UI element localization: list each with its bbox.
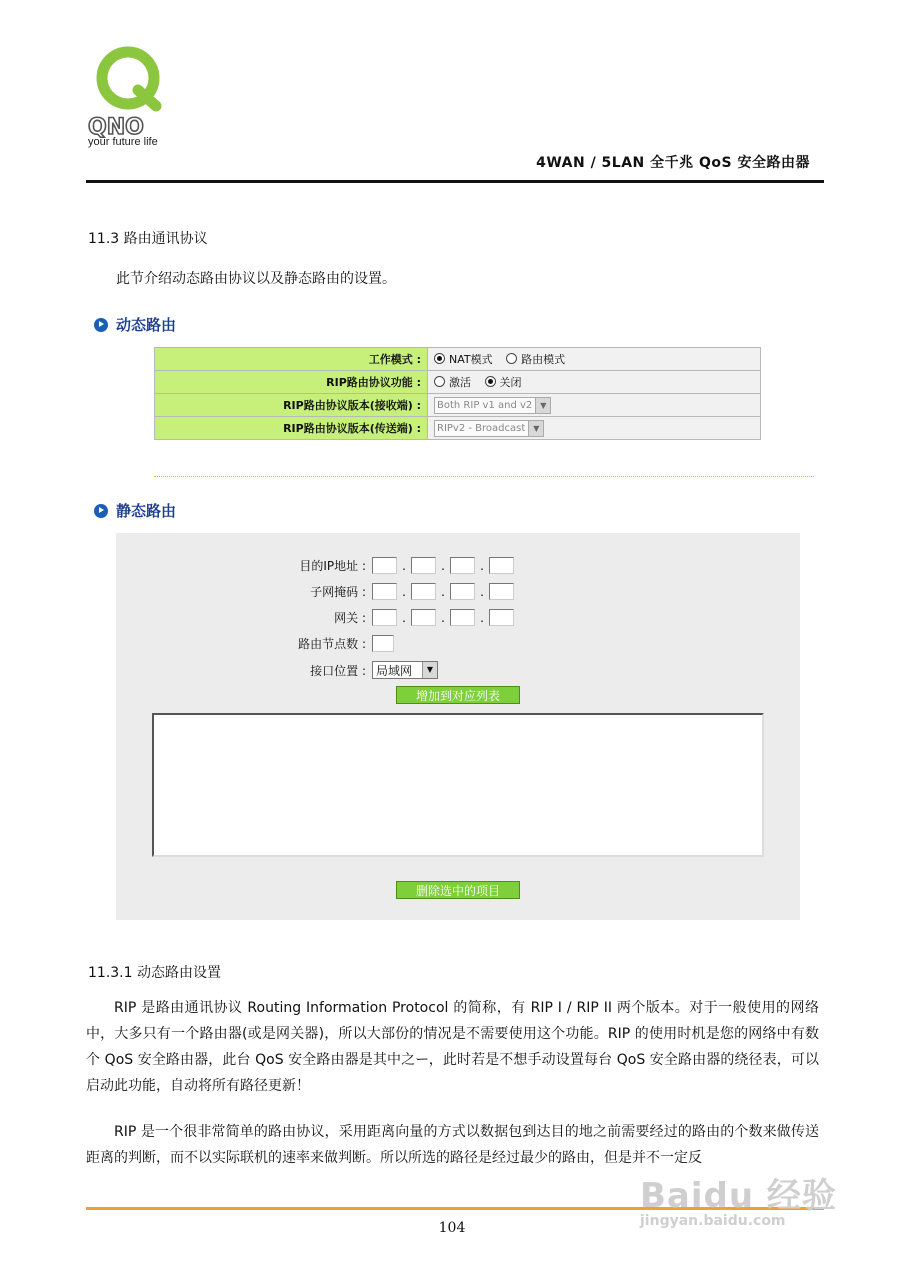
gateway-octet-3[interactable]	[450, 609, 475, 626]
dest-ip-octet-1[interactable]	[372, 557, 397, 574]
subnet-label: 子网掩码 :	[310, 585, 366, 599]
watermark-url: jingyan.baidu.com	[640, 1213, 786, 1229]
static-routing-heading	[94, 500, 176, 521]
dynamic-routing-table	[154, 347, 761, 440]
logo-text: QNO	[88, 115, 144, 140]
table-row	[155, 348, 761, 371]
rip-function-label: RIP路由协议功能 :	[155, 371, 428, 394]
dest-ip-row: 目的IP地址 : . . .	[116, 557, 514, 574]
subnet-octet-1[interactable]	[372, 583, 397, 600]
interface-label: 接口位置 :	[310, 663, 366, 678]
chevron-down-icon: ▼	[528, 421, 543, 436]
dest-ip-label: 目的IP地址 :	[299, 559, 366, 573]
subsection-heading: 11.3.1 动态路由设置	[88, 965, 221, 981]
interface-row	[116, 661, 438, 679]
subnet-octet-3[interactable]	[450, 583, 475, 600]
radio-empty-icon	[434, 376, 445, 387]
hop-count-label: 路由节点数 :	[298, 637, 366, 651]
logo-tagline: your future life	[88, 136, 158, 148]
route-list-box[interactable]	[152, 713, 764, 857]
subnet-octet-4[interactable]	[489, 583, 514, 600]
rip-enable-radio[interactable]: 激活	[434, 376, 471, 389]
table-row	[155, 417, 761, 440]
hop-count-row	[116, 635, 394, 652]
interface-select[interactable]: 局域网 ▼	[372, 661, 438, 679]
radio-empty-icon	[506, 353, 517, 364]
subnet-octet-2[interactable]	[411, 583, 436, 600]
dest-ip-octet-2[interactable]	[411, 557, 436, 574]
chevron-down-icon: ▼	[422, 662, 437, 678]
radio-selected-icon	[434, 353, 445, 364]
router-mode-radio[interactable]: 路由模式	[506, 353, 565, 366]
hop-count-input[interactable]	[372, 635, 394, 652]
dest-ip-octet-4[interactable]	[489, 557, 514, 574]
rip-send-version-select[interactable]: RIPv2 - Broadcast ▼	[434, 420, 544, 437]
gateway-label: 网关 :	[334, 611, 366, 625]
header-divider	[86, 180, 824, 183]
add-to-list-button[interactable]: 增加到对应列表	[396, 686, 520, 704]
delete-selected-button[interactable]: 删除选中的项目	[396, 881, 520, 899]
rip-disable-radio[interactable]: 关闭	[485, 376, 522, 389]
gateway-row: 网关 : . . .	[116, 609, 514, 626]
document-title: 4WAN / 5LAN 全千兆 QoS 安全路由器	[536, 155, 810, 171]
dynamic-routing-title: 动态路由	[116, 316, 177, 334]
gateway-octet-2[interactable]	[411, 609, 436, 626]
table-row	[155, 394, 761, 417]
chevron-down-icon: ▼	[535, 398, 550, 413]
subnet-row: 子网掩码 : . . .	[116, 583, 514, 600]
paragraph-2: RIP 是一个很非常简单的路由协议，采用距离向量的方式以数据包到达目的地之前需要经过的路由的个数来做传送距离的判断，而不以实际联机的速率来做判断。所以所选的路径是经过最少的路由，但是并不一定反	[86, 1124, 819, 1166]
nat-mode-radio[interactable]: NAT模式	[434, 353, 493, 366]
gateway-octet-1[interactable]	[372, 609, 397, 626]
section-heading: 11.3 路由通讯协议	[88, 231, 208, 247]
radio-selected-icon	[485, 376, 496, 387]
dynamic-routing-heading	[94, 314, 176, 335]
dest-ip-octet-3[interactable]	[450, 557, 475, 574]
gateway-octet-4[interactable]	[489, 609, 514, 626]
section-intro: 此节介绍动态路由协议以及静态路由的设置。	[116, 271, 396, 287]
arrow-bullet-icon	[94, 318, 108, 332]
static-routing-title: 静态路由	[116, 502, 177, 520]
rip-send-version-label: RIP路由协议版本(传送端) :	[155, 417, 428, 440]
page-number: 104	[438, 1220, 466, 1236]
table-row	[155, 371, 761, 394]
work-mode-label: 工作模式 :	[155, 348, 428, 371]
watermark-main: Baidu 经验	[640, 1176, 837, 1216]
arrow-bullet-icon	[94, 504, 108, 518]
section-divider	[154, 476, 814, 477]
rip-receive-version-select[interactable]: Both RIP v1 and v2 ▼	[434, 397, 551, 414]
rip-receive-version-label: RIP路由协议版本(接收端) :	[155, 394, 428, 417]
baidu-watermark	[640, 1168, 837, 1229]
paragraph-1: RIP 是路由通讯协议 Routing Information Protocol 的简称，有 RIP I / RIP II 两个版本。对于一般使用的网络中，大多只有一个路由器(或是网关器)，所以大部份的情况是不需要使用这个功能。RIP 的使用时机是您的网络中有数个 QoS 安全路由器，此台 QoS 安全路由器是其中之ー，此时若是不想手动设置每台 QoS 安全路由器的绕径表，可以启动此功能，自动将所有路径更新！	[86, 1000, 819, 1094]
